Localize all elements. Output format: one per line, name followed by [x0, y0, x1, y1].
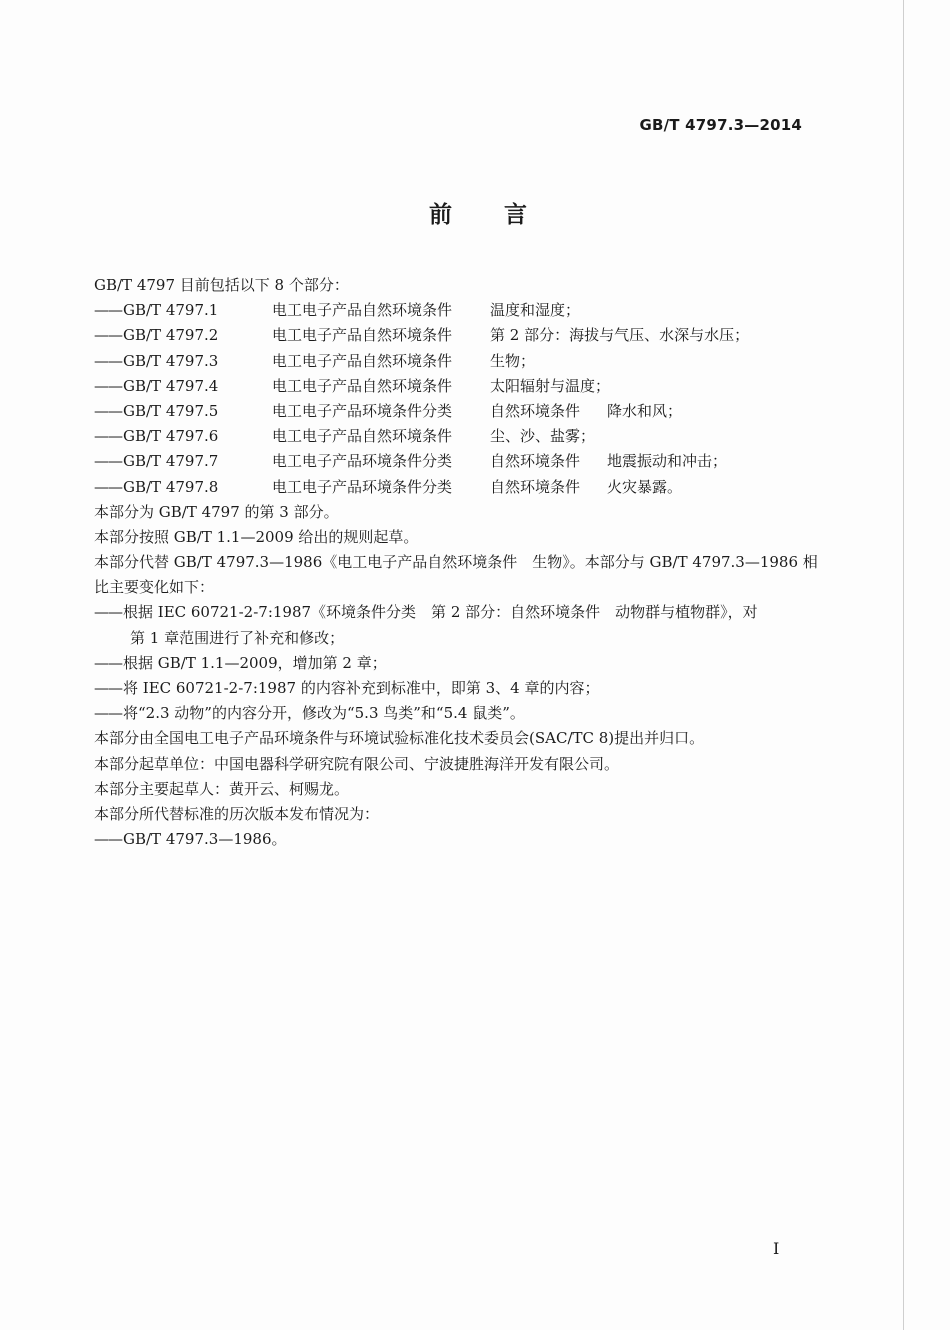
part-topic: 地震振动和冲击； [607, 452, 728, 471]
replacement-statement: 本部分代替 GB/T 4797.3—1986《电工电子产品自然环境条件 生物》。本部分与 GB/T 4797.3—1986 相 [94, 553, 818, 572]
part-title: 电工电子产品环境条件分类 [272, 401, 453, 420]
change-text: 根据 GB/T 1.1—2009，增加第 2 章； [123, 653, 387, 672]
main-drafters: 本部分主要起草人：黄开云、柯赐龙。 [94, 779, 350, 798]
replacement-statement-cont: 比主要变化如下： [94, 578, 215, 597]
part-item [94, 349, 814, 374]
part-statement: 本部分为 GB/T 4797 的第 3 部分。 [94, 502, 339, 521]
part-code: GB/T 4797.8 [123, 477, 219, 496]
dash-mark: —— [94, 704, 122, 723]
change-text: 根据 IEC 60721-2-7:1987《环境条件分类 第 2 部分：自然环境条件 动物群与植物群》，对 [123, 603, 758, 622]
part-code: GB/T 4797.7 [123, 452, 219, 471]
part-code: GB/T 4797.2 [123, 326, 219, 345]
standard-number: GB/T 4797.3—2014 [639, 116, 802, 134]
dash-mark: —— [94, 427, 122, 446]
dash-mark: —— [94, 401, 122, 420]
part-item [94, 399, 814, 424]
part-subtitle: 自然环境条件 [490, 477, 581, 496]
change-item [94, 651, 814, 676]
page-title: 前言 [429, 202, 579, 228]
part-subtitle: 第 2 部分：海拔与气压、水深与水压； [490, 326, 750, 345]
part-title: 电工电子产品自然环境条件 [272, 376, 453, 395]
part-code: GB/T 4797.5 [123, 401, 219, 420]
foreword-body [94, 273, 818, 852]
part-code: GB/T 4797.3 [123, 351, 219, 370]
page-number: I [773, 1239, 780, 1258]
dash-mark: —— [94, 653, 122, 672]
part-title: 电工电子产品环境条件分类 [272, 452, 453, 471]
part-item [94, 475, 814, 500]
part-code: GB/T 4797.1 [123, 301, 219, 320]
dash-mark: —— [94, 351, 122, 370]
dash-mark: —— [94, 477, 122, 496]
part-title: 电工电子产品自然环境条件 [272, 351, 453, 370]
part-subtitle: 自然环境条件 [490, 452, 581, 471]
dash-mark: —— [94, 452, 122, 471]
part-item [94, 449, 814, 474]
drafting-units: 本部分起草单位：中国电器科学研究院有限公司、宁波捷胜海洋开发有限公司。 [94, 754, 620, 773]
part-topic: 火灾暴露。 [607, 477, 683, 496]
intro-line: GB/T 4797 目前包括以下 8 个部分： [94, 276, 349, 294]
history-text: GB/T 4797.3—1986。 [123, 830, 287, 849]
dash-mark: —— [94, 376, 122, 395]
change-item [94, 676, 814, 701]
change-text: 将“2.3 动物”的内容分开，修改为“5.3 鸟类”和“5.4 鼠类”。 [123, 704, 525, 723]
dash-mark: —— [94, 830, 122, 849]
part-item [94, 298, 814, 323]
part-topic: 降水和风； [607, 401, 683, 420]
proposed-by: 本部分由全国电工电子产品环境条件与环境试验标准化技术委员会(SAC/TC 8)提出并归口。 [94, 729, 705, 748]
part-subtitle: 尘、沙、盐雾； [490, 427, 596, 446]
dash-mark: —— [94, 679, 122, 697]
part-subtitle: 生物； [490, 351, 536, 370]
change-text: 将 IEC 60721-2-7:1987 的内容补充到标准中，即第 3、4 章的内容； [123, 679, 600, 697]
part-title: 电工电子产品自然环境条件 [272, 301, 453, 320]
part-title: 电工电子产品环境条件分类 [272, 477, 453, 496]
part-subtitle: 自然环境条件 [490, 401, 581, 420]
change-item-cont: 第 1 章范围进行了补充和修改； [130, 628, 345, 647]
part-item [94, 323, 814, 348]
part-title: 电工电子产品自然环境条件 [272, 326, 453, 345]
part-code: GB/T 4797.6 [123, 427, 219, 446]
dash-mark: —— [94, 326, 122, 345]
part-code: GB/T 4797.4 [123, 376, 219, 395]
history-item [94, 827, 814, 852]
change-item [94, 701, 814, 726]
part-subtitle: 温度和湿度； [490, 301, 581, 320]
part-item [94, 424, 814, 449]
dash-mark: —— [94, 301, 122, 320]
part-subtitle: 太阳辐射与温度； [490, 376, 611, 395]
part-item [94, 374, 814, 399]
dash-mark: —— [94, 603, 122, 622]
change-item [94, 600, 814, 625]
part-title: 电工电子产品自然环境条件 [272, 427, 453, 446]
drafting-rules: 本部分按照 GB/T 1.1—2009 给出的规则起草。 [94, 527, 419, 546]
history-heading: 本部分所代替标准的历次版本发布情况为： [94, 804, 380, 823]
